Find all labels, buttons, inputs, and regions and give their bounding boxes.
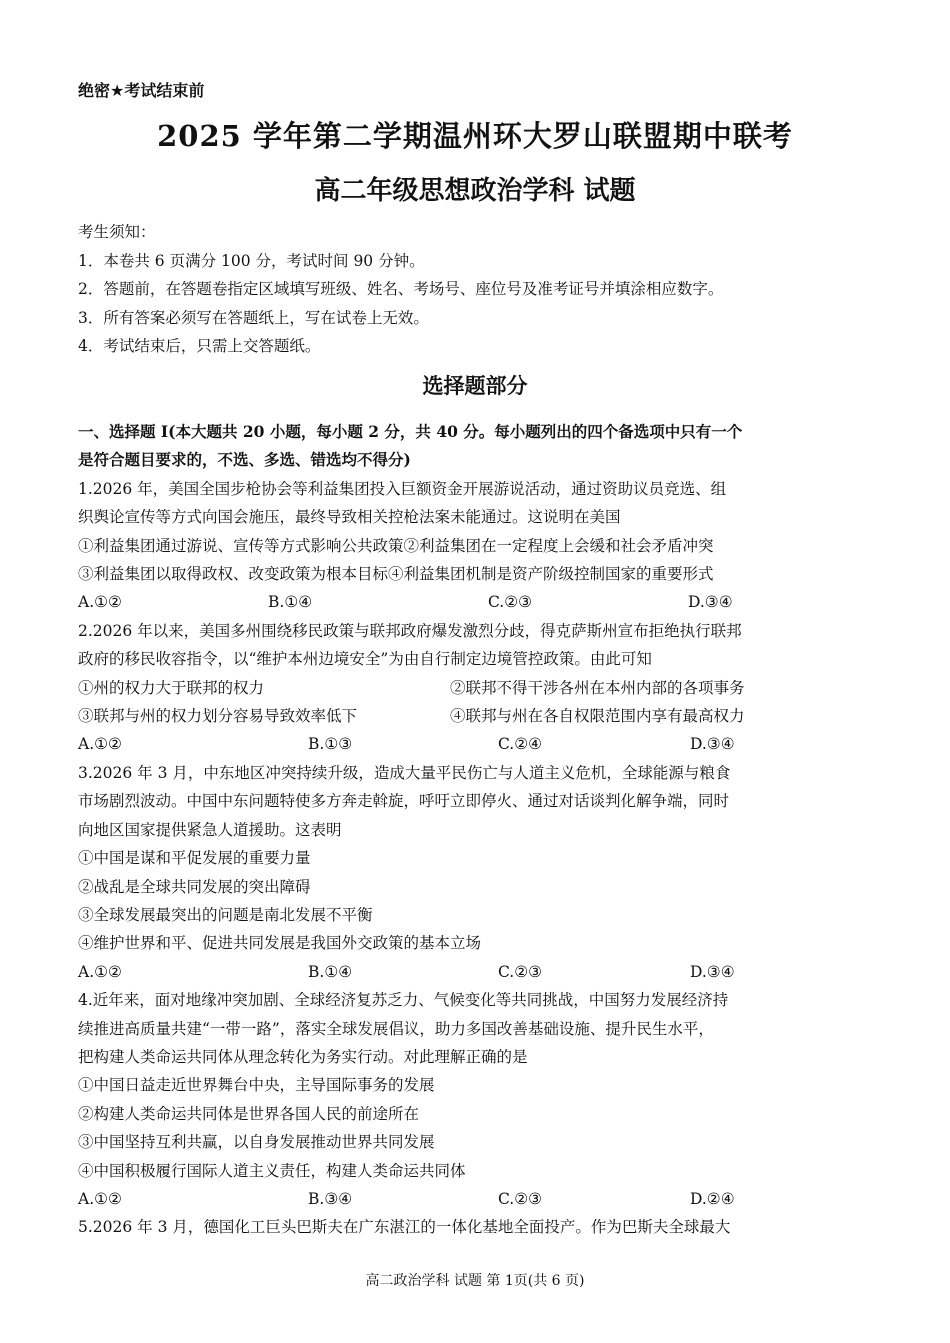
question-1 bbox=[78, 475, 878, 617]
question-2 bbox=[78, 617, 878, 759]
question-stem: 1.2026 年，美国全国步枪协会等利益集团投入巨额资金开展游说活动，通过资助议员竞选、组 bbox=[78, 479, 727, 498]
option-c: C.②③ bbox=[488, 593, 533, 612]
options-row bbox=[78, 730, 878, 758]
secret-label: 绝密★考试结束前 bbox=[78, 81, 205, 100]
notice-heading: 考生须知： bbox=[78, 223, 156, 241]
question-stem: 4.近年来，面对地缘冲突加剧、全球经济复苏乏力、气候变化等共同挑战，中国努力发展经济持 bbox=[78, 991, 729, 1010]
option-d: D.③④ bbox=[688, 593, 733, 612]
question-4 bbox=[78, 986, 878, 1213]
option-b: B.①④ bbox=[308, 962, 353, 981]
option-d: D.②④ bbox=[690, 1189, 735, 1208]
notice-item: 1．本卷共 6 页满分 100 分，考试时间 90 分钟。 bbox=[78, 251, 425, 270]
option-a: A.①② bbox=[78, 1189, 122, 1208]
part-heading: 是符合题目要求的，不选、多选、错选均不得分) bbox=[78, 450, 411, 470]
section-title: 选择题部分 bbox=[422, 373, 528, 398]
statement: ①州的权力大于联邦的权力 bbox=[78, 678, 265, 697]
question-stem: 5.2026 年 3 月，德国化工巨头巴斯夫在广东湛江的一体化基地全面投产。作为巴斯夫全球最大 bbox=[78, 1218, 731, 1237]
statement: ①利益集团通过游说、宣传等方式影响公共政策②利益集团在一定程度上会缓和社会矛盾冲突 bbox=[78, 536, 714, 555]
question-stem: 市场剧烈波动。中国中东问题特使多方奔走斡旋，呼吁立即停火、通过对话谈判化解争端，同时 bbox=[78, 792, 730, 811]
option-a: A.①② bbox=[78, 593, 122, 612]
statement: ①中国日益走近世界舞台中央，主导国际事务的发展 bbox=[78, 1076, 435, 1095]
statement: ③利益集团以取得政权、改变政策为根本目标④利益集团机制是资产阶级控制国家的重要形式 bbox=[78, 565, 714, 584]
question-stem: 2.2026 年以来，美国多州围绕移民政策与联邦政府爆发激烈分歧，得克萨斯州宣布拒绝执行联邦 bbox=[78, 621, 742, 640]
option-c: C.②③ bbox=[498, 1189, 543, 1208]
question-stem: 把构建人类命运共同体从理念转化为务实行动。对此理解正确的是 bbox=[78, 1047, 528, 1066]
statement: ③全球发展最突出的问题是南北发展不平衡 bbox=[78, 905, 373, 924]
question-stem: 织舆论宣传等方式向国会施压，最终导致相关控枪法案未能通过。这说明在美国 bbox=[78, 508, 621, 527]
question-5 bbox=[78, 1213, 878, 1241]
option-c: C.②④ bbox=[498, 735, 543, 754]
question-stem: 向地区国家提供紧急人道援助。这表明 bbox=[78, 820, 342, 839]
statement: ④中国积极履行国际人道主义责任，构建人类命运共同体 bbox=[78, 1161, 466, 1180]
exam-title: 2025 学年第二学期温州环大罗山联盟期中联考 bbox=[157, 119, 793, 153]
statement: ③中国坚持互利共赢，以自身发展推动世界共同发展 bbox=[78, 1133, 435, 1152]
statement: ②构建人类命运共同体是世界各国人民的前途所在 bbox=[78, 1104, 420, 1123]
statement: ④联邦与州在各自权限范围内享有最高权力 bbox=[450, 707, 745, 726]
statement: ②联邦不得干涉各州在本州内部的各项事务 bbox=[450, 678, 745, 697]
statement: ④维护世界和平、促进共同发展是我国外交政策的基本立场 bbox=[78, 934, 482, 953]
part-heading: 一、选择题 I(本大题共 20 小题，每小题 2 分，共 40 分。每小题列出的四个备选项中只有一个 bbox=[78, 422, 743, 441]
option-b: B.①④ bbox=[268, 593, 313, 612]
option-d: D.③④ bbox=[690, 735, 735, 754]
option-a: A.①② bbox=[78, 962, 122, 981]
question-stem: 3.2026 年 3 月，中东地区冲突持续升级，造成大量平民伤亡与人道主义危机，全球能源与粮食 bbox=[78, 763, 731, 782]
notice-block bbox=[78, 218, 723, 361]
notice-item: 4．考试结束后，只需上交答题纸。 bbox=[78, 337, 321, 355]
statement-row bbox=[78, 674, 878, 702]
questions-body bbox=[78, 418, 878, 1242]
notice-item: 2．答题前，在答题卷指定区域填写班级、姓名、考场号、座位号及准考证号并填涂相应数字。 bbox=[78, 280, 724, 298]
options-row bbox=[78, 588, 878, 616]
option-d: D.③④ bbox=[690, 962, 735, 981]
question-stem: 续推进高质量共建“一带一路”，落实全球发展倡议，助力多国改善基础设施、提升民生水平， bbox=[78, 1019, 714, 1038]
page-footer: 高二政治学科 试题 第 1页(共 6 页) bbox=[365, 1273, 585, 1289]
exam-subtitle: 高二年级思想政治学科 试题 bbox=[314, 176, 636, 206]
question-stem: 政府的移民收容指令，以“维护本州边境安全”为由自行制定边境管控政策。由此可知 bbox=[78, 650, 652, 669]
options-row bbox=[78, 1185, 878, 1213]
statement: ③联邦与州的权力划分容易导致效率低下 bbox=[78, 707, 358, 726]
option-c: C.②③ bbox=[498, 962, 543, 981]
statement: ①中国是谋和平促发展的重要力量 bbox=[78, 849, 311, 868]
question-3 bbox=[78, 759, 878, 986]
options-row bbox=[78, 958, 878, 986]
statement: ②战乱是全球共同发展的突出障碍 bbox=[78, 877, 311, 896]
option-b: B.①③ bbox=[308, 735, 353, 754]
statement-row bbox=[78, 702, 878, 730]
notice-item: 3．所有答案必须写在答题纸上，写在试卷上无效。 bbox=[78, 308, 429, 327]
option-b: B.③④ bbox=[308, 1189, 353, 1208]
option-a: A.①② bbox=[78, 735, 122, 754]
